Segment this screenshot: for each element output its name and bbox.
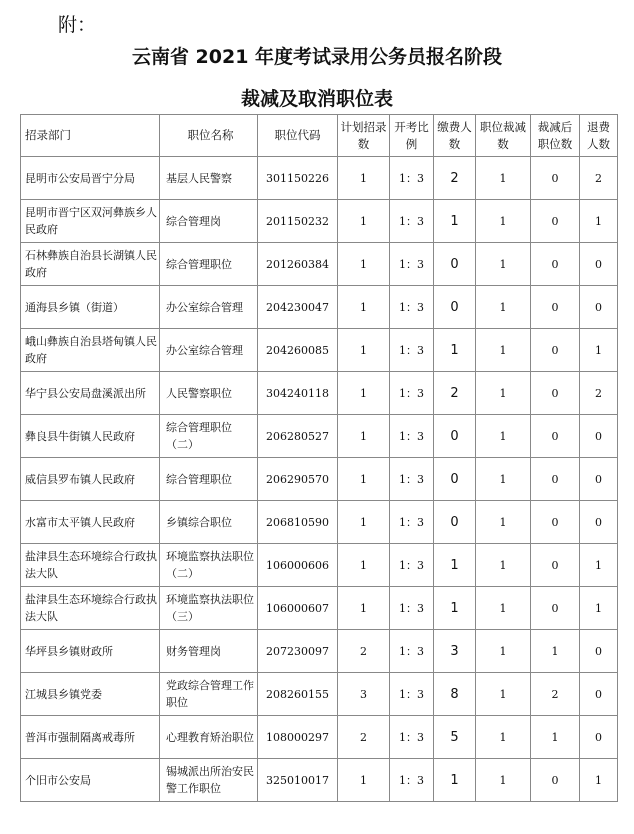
paid-count-cell: 0 — [434, 458, 476, 501]
department-cell: 峨山彝族自治县塔甸镇人民政府 — [21, 329, 160, 372]
reduced-count-cell: 1 — [476, 458, 531, 501]
remaining-count-cell: 0 — [531, 157, 580, 200]
reduced-count-cell: 1 — [476, 587, 531, 630]
department-cell: 盐津县生态环境综合行政执法大队 — [21, 587, 160, 630]
refund-count-cell: 0 — [580, 673, 618, 716]
table-row — [21, 544, 618, 587]
remaining-count-cell: 0 — [531, 415, 580, 458]
exam-ratio-cell: 1：3 — [390, 716, 434, 759]
refund-count-cell: 0 — [580, 458, 618, 501]
refund-count-cell: 0 — [580, 630, 618, 673]
refund-count-cell: 2 — [580, 157, 618, 200]
planned-count-cell: 1 — [338, 501, 390, 544]
table-row — [21, 415, 618, 458]
refund-count-cell: 1 — [580, 329, 618, 372]
position-code-cell: 206280527 — [258, 415, 338, 458]
position-code-cell: 304240118 — [258, 372, 338, 415]
planned-count-cell: 1 — [338, 329, 390, 372]
column-header: 缴费人数 — [434, 115, 476, 157]
reduced-count-cell: 1 — [476, 372, 531, 415]
planned-count-cell: 2 — [338, 716, 390, 759]
remaining-count-cell: 0 — [531, 501, 580, 544]
exam-ratio-cell: 1：3 — [390, 544, 434, 587]
exam-ratio-cell: 1：3 — [390, 286, 434, 329]
position-name-cell: 综合管理岗 — [160, 200, 258, 243]
table-row — [21, 501, 618, 544]
remaining-count-cell: 1 — [531, 630, 580, 673]
positions-table — [20, 114, 618, 802]
paid-count-cell: 1 — [434, 200, 476, 243]
table-row — [21, 200, 618, 243]
remaining-count-cell: 1 — [531, 716, 580, 759]
planned-count-cell: 3 — [338, 673, 390, 716]
planned-count-cell: 1 — [338, 200, 390, 243]
position-code-cell: 201150232 — [258, 200, 338, 243]
table-row — [21, 458, 618, 501]
exam-ratio-cell: 1：3 — [390, 372, 434, 415]
column-header: 开考比例 — [390, 115, 434, 157]
department-cell: 威信县罗布镇人民政府 — [21, 458, 160, 501]
remaining-count-cell: 0 — [531, 243, 580, 286]
table-row — [21, 243, 618, 286]
table-row — [21, 157, 618, 200]
paid-count-cell: 1 — [434, 544, 476, 587]
remaining-count-cell: 0 — [531, 587, 580, 630]
paid-count-cell: 3 — [434, 630, 476, 673]
refund-count-cell: 1 — [580, 544, 618, 587]
table-row — [21, 716, 618, 759]
position-code-cell: 106000607 — [258, 587, 338, 630]
planned-count-cell: 1 — [338, 372, 390, 415]
attachment-label: 附： — [58, 14, 97, 36]
position-name-cell: 办公室综合管理 — [160, 286, 258, 329]
position-name-cell: 乡镇综合职位 — [160, 501, 258, 544]
paid-count-cell: 1 — [434, 587, 476, 630]
position-name-cell: 环境监察执法职位（二） — [160, 544, 258, 587]
exam-ratio-cell: 1：3 — [390, 501, 434, 544]
exam-ratio-cell: 1：3 — [390, 759, 434, 802]
department-cell: 华坪县乡镇财政所 — [21, 630, 160, 673]
position-code-cell: 108000297 — [258, 716, 338, 759]
planned-count-cell: 1 — [338, 286, 390, 329]
paid-count-cell: 0 — [434, 286, 476, 329]
position-name-cell: 综合管理职位 — [160, 458, 258, 501]
paid-count-cell: 1 — [434, 759, 476, 802]
exam-ratio-cell: 1：3 — [390, 243, 434, 286]
position-code-cell: 301150226 — [258, 157, 338, 200]
column-header: 计划招录数 — [338, 115, 390, 157]
department-cell: 昆明市晋宁区双河彝族乡人民政府 — [21, 200, 160, 243]
paid-count-cell: 0 — [434, 415, 476, 458]
table-row — [21, 587, 618, 630]
refund-count-cell: 1 — [580, 200, 618, 243]
exam-ratio-cell: 1：3 — [390, 630, 434, 673]
reduced-count-cell: 1 — [476, 544, 531, 587]
department-cell: 昆明市公安局晋宁分局 — [21, 157, 160, 200]
position-name-cell: 综合管理职位 — [160, 243, 258, 286]
paid-count-cell: 5 — [434, 716, 476, 759]
remaining-count-cell: 0 — [531, 200, 580, 243]
paid-count-cell: 1 — [434, 329, 476, 372]
page-title: 云南省 2021 年度考试录用公务员报名阶段 — [131, 46, 503, 68]
position-code-cell: 204260085 — [258, 329, 338, 372]
position-code-cell: 204230047 — [258, 286, 338, 329]
exam-ratio-cell: 1：3 — [390, 458, 434, 501]
paid-count-cell: 2 — [434, 372, 476, 415]
refund-count-cell: 0 — [580, 286, 618, 329]
planned-count-cell: 1 — [338, 587, 390, 630]
position-code-cell: 106000606 — [258, 544, 338, 587]
reduced-count-cell: 1 — [476, 157, 531, 200]
position-name-cell: 环境监察执法职位（三） — [160, 587, 258, 630]
paid-count-cell: 0 — [434, 243, 476, 286]
page-subtitle: 裁减及取消职位表 — [240, 88, 393, 110]
position-code-cell: 207230097 — [258, 630, 338, 673]
refund-count-cell: 2 — [580, 372, 618, 415]
exam-ratio-cell: 1：3 — [390, 673, 434, 716]
exam-ratio-cell: 1：3 — [390, 157, 434, 200]
remaining-count-cell: 0 — [531, 329, 580, 372]
paid-count-cell: 8 — [434, 673, 476, 716]
position-name-cell: 锡城派出所治安民警工作职位 — [160, 759, 258, 802]
table-row — [21, 286, 618, 329]
column-header: 职位名称 — [160, 115, 258, 157]
reduced-count-cell: 1 — [476, 415, 531, 458]
exam-ratio-cell: 1：3 — [390, 200, 434, 243]
department-cell: 彝良县牛街镇人民政府 — [21, 415, 160, 458]
refund-count-cell: 1 — [580, 587, 618, 630]
department-cell: 华宁县公安局盘溪派出所 — [21, 372, 160, 415]
position-name-cell: 基层人民警察 — [160, 157, 258, 200]
remaining-count-cell: 0 — [531, 286, 580, 329]
position-name-cell: 人民警察职位 — [160, 372, 258, 415]
planned-count-cell: 1 — [338, 415, 390, 458]
exam-ratio-cell: 1：3 — [390, 587, 434, 630]
reduced-count-cell: 1 — [476, 286, 531, 329]
table-row — [21, 630, 618, 673]
exam-ratio-cell: 1：3 — [390, 329, 434, 372]
planned-count-cell: 1 — [338, 544, 390, 587]
position-code-cell: 201260384 — [258, 243, 338, 286]
column-header: 裁减后职位数 — [531, 115, 580, 157]
department-cell: 石林彝族自治县长湖镇人民政府 — [21, 243, 160, 286]
position-name-cell: 综合管理职位（二） — [160, 415, 258, 458]
department-cell: 水富市太平镇人民政府 — [21, 501, 160, 544]
table-row — [21, 329, 618, 372]
position-name-cell: 财务管理岗 — [160, 630, 258, 673]
reduced-count-cell: 1 — [476, 329, 531, 372]
position-name-cell: 党政综合管理工作职位 — [160, 673, 258, 716]
department-cell: 普洱市强制隔离戒毒所 — [21, 716, 160, 759]
position-code-cell: 206810590 — [258, 501, 338, 544]
department-cell: 个旧市公安局 — [21, 759, 160, 802]
remaining-count-cell: 2 — [531, 673, 580, 716]
position-name-cell: 办公室综合管理 — [160, 329, 258, 372]
reduced-count-cell: 1 — [476, 501, 531, 544]
planned-count-cell: 1 — [338, 759, 390, 802]
exam-ratio-cell: 1：3 — [390, 415, 434, 458]
refund-count-cell: 1 — [580, 759, 618, 802]
column-header: 职位代码 — [258, 115, 338, 157]
department-cell: 盐津县生态环境综合行政执法大队 — [21, 544, 160, 587]
planned-count-cell: 1 — [338, 243, 390, 286]
department-cell: 江城县乡镇党委 — [21, 673, 160, 716]
paid-count-cell: 0 — [434, 501, 476, 544]
remaining-count-cell: 0 — [531, 458, 580, 501]
table-row — [21, 673, 618, 716]
paid-count-cell: 2 — [434, 157, 476, 200]
reduced-count-cell: 1 — [476, 673, 531, 716]
refund-count-cell: 0 — [580, 716, 618, 759]
remaining-count-cell: 0 — [531, 544, 580, 587]
column-header: 职位裁减数 — [476, 115, 531, 157]
column-header: 招录部门 — [21, 115, 160, 157]
position-code-cell: 208260155 — [258, 673, 338, 716]
remaining-count-cell: 0 — [531, 372, 580, 415]
position-code-cell: 325010017 — [258, 759, 338, 802]
table-header-row — [21, 115, 618, 157]
remaining-count-cell: 0 — [531, 759, 580, 802]
reduced-count-cell: 1 — [476, 200, 531, 243]
refund-count-cell: 0 — [580, 415, 618, 458]
position-code-cell: 206290570 — [258, 458, 338, 501]
refund-count-cell: 0 — [580, 501, 618, 544]
reduced-count-cell: 1 — [476, 716, 531, 759]
planned-count-cell: 2 — [338, 630, 390, 673]
reduced-count-cell: 1 — [476, 630, 531, 673]
reduced-count-cell: 1 — [476, 759, 531, 802]
table-row — [21, 372, 618, 415]
column-header: 退费人数 — [580, 115, 618, 157]
planned-count-cell: 1 — [338, 157, 390, 200]
planned-count-cell: 1 — [338, 458, 390, 501]
table-row — [21, 759, 618, 802]
position-name-cell: 心理教育矫治职位 — [160, 716, 258, 759]
refund-count-cell: 0 — [580, 243, 618, 286]
reduced-count-cell: 1 — [476, 243, 531, 286]
department-cell: 通海县乡镇（街道） — [21, 286, 160, 329]
